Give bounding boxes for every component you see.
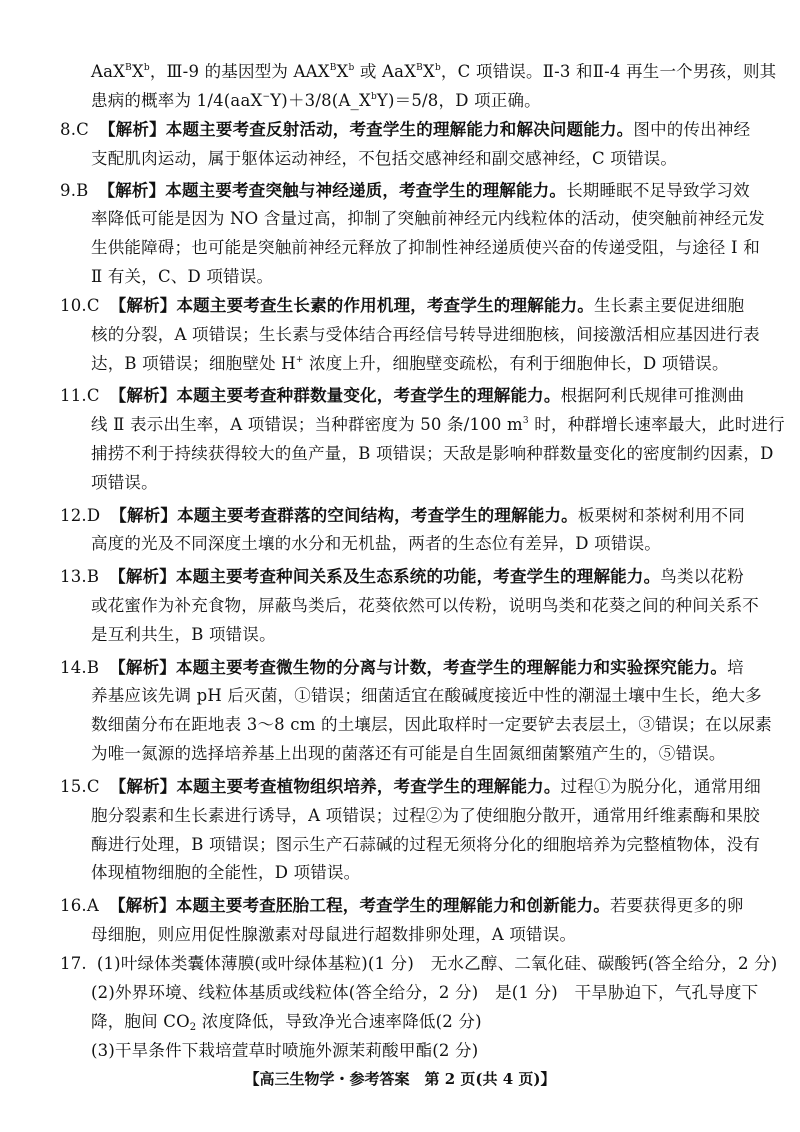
text-line bbox=[91, 89, 541, 113]
text-run: ，C 项错误。Ⅱ-3 和Ⅱ-4 再生一个男孩，则其 bbox=[440, 62, 777, 81]
text-run: 鸟类以花粉 bbox=[660, 567, 744, 586]
text-line bbox=[60, 656, 744, 680]
question-number: 14.B bbox=[60, 658, 100, 677]
question-number: 11.C bbox=[60, 386, 100, 405]
text-line bbox=[91, 684, 762, 708]
text-run: 浓度降低，导致净光合速率降低(2 分) bbox=[196, 1012, 482, 1031]
text-run: 根据阿利氏规律可推测曲 bbox=[560, 386, 745, 405]
text-line bbox=[91, 923, 576, 947]
text-run: 患病的概率为 1/4(aaX bbox=[91, 91, 263, 110]
text-run: 酶进行处理，B 项错误；图示生产石蒜碱的过程无须将分化的细胞培养为完整植物体，没有 bbox=[91, 835, 761, 854]
text-run: Ⅱ 有关，C、D 项错误。 bbox=[91, 267, 274, 286]
text-run: (2)外界环境、线粒体基质或线粒体(答全给分，2 分) 是(1 分) 干旱胁迫下，气孔导度下 bbox=[91, 983, 759, 1002]
superscript: B bbox=[416, 63, 423, 73]
text-line bbox=[60, 504, 745, 528]
text-run: 高度的光及不同深度土壤的水分和无机盐，两者的生态位有差异，D 项错误。 bbox=[91, 534, 661, 553]
question-number: 17. bbox=[60, 954, 87, 973]
question-number: 16.A bbox=[60, 896, 99, 915]
text-line bbox=[60, 565, 744, 589]
text-run: 板栗树和茶树利用不同 bbox=[577, 506, 745, 525]
text-run: 【解析】本题主要考查胚胎工程，考查学生的理解能力和创新能力。 bbox=[108, 896, 610, 915]
text-run: 【解析】本题主要考查植物组织培养，考查学生的理解能力。 bbox=[109, 777, 561, 796]
text-run: 或 AaX bbox=[354, 62, 417, 81]
text-run: 图中的传出神经 bbox=[633, 120, 751, 139]
question-number: 8.C bbox=[60, 120, 89, 139]
text-line bbox=[91, 1039, 478, 1063]
text-line bbox=[91, 413, 785, 437]
text-run: 【解析】本题主要考查种间关系及生态系统的功能，考查学生的理解能力。 bbox=[109, 567, 661, 586]
text-line bbox=[91, 207, 765, 231]
text-line bbox=[91, 442, 774, 466]
text-line bbox=[91, 623, 276, 647]
question-number: 13.B bbox=[60, 567, 100, 586]
text-run: 时，种群增长速率最大，此时进行 bbox=[528, 415, 785, 434]
text-run: 母细胞，则应用促性腺激素对母鼠进行超数排卵处理，A 项错误。 bbox=[91, 925, 577, 944]
page-footer: 【高三生物学・参考答案 第 2 页(共 4 页)】 bbox=[244, 1070, 556, 1088]
superscript: b bbox=[348, 63, 355, 73]
text-run: X bbox=[336, 62, 349, 81]
text-line bbox=[91, 265, 273, 289]
text-line bbox=[91, 861, 360, 885]
text-run: Y)＋3/8(A_X bbox=[270, 91, 371, 110]
text-line bbox=[91, 147, 677, 171]
superscript: B bbox=[125, 63, 132, 73]
subscript: 2 bbox=[189, 1022, 197, 1033]
text-run: 浓度上升，细胞壁变疏松，有利于细胞伸长，D 项错误。 bbox=[303, 354, 729, 373]
text-run: 过程①为脱分化，通常用细 bbox=[560, 777, 761, 796]
superscript: + bbox=[295, 355, 304, 365]
text-run: ，Ⅲ-9 的基因型为 AAX bbox=[149, 62, 330, 81]
text-line bbox=[91, 471, 158, 495]
text-run: 培 bbox=[727, 658, 744, 677]
text-run: 为唯一氮源的选择培养基上出现的菌落还有可能是自生固氮细菌繁殖产生的，⑤错误。 bbox=[91, 744, 726, 763]
text-run: 或花蜜作为补充食物，屏蔽鸟类后，花葵依然可以传粉，说明鸟类和花葵之间的种间关系不 bbox=[91, 596, 759, 615]
text-run: (1)叶绿体类囊体薄膜(或叶绿体基粒)(1 分) 无水乙醇、二氧化硅、碳酸钙(答全给分，2 分) bbox=[96, 954, 778, 973]
text-run: 数细菌分布在距地表 3～8 cm 的土壤层，因此取样时一定要铲去表层土，③错误；在以尿素 bbox=[91, 715, 772, 734]
text-line bbox=[91, 1010, 482, 1034]
text-run: Y)＝5/8，D 项正确。 bbox=[376, 91, 541, 110]
superscript: b bbox=[434, 63, 441, 73]
text-run: 线 Ⅱ 表示出生率，A 项错误；当种群密度为 50 条/100 m bbox=[91, 415, 523, 434]
text-run: (3)干旱条件下栽培萱草时喷施外源茉莉酸甲酯(2 分) bbox=[91, 1041, 479, 1060]
superscript: B bbox=[329, 63, 337, 73]
text-run: 率降低可能是因为 NO 含量过高，抑制了突触前神经元内线粒体的活动，使突触前神经元发 bbox=[91, 209, 765, 228]
text-line bbox=[91, 742, 726, 766]
text-line bbox=[91, 981, 758, 1005]
text-line bbox=[60, 775, 761, 799]
text-line bbox=[91, 236, 760, 260]
text-line bbox=[60, 384, 744, 408]
text-run: 达，B 项错误；细胞壁处 H bbox=[91, 354, 296, 373]
text-run: X bbox=[423, 62, 435, 81]
question-number: 9.B bbox=[60, 181, 89, 200]
text-run: 支配肌肉运动，属于躯体运动神经，不包括交感神经和副交感神经，C 项错误。 bbox=[91, 149, 678, 168]
text-line bbox=[91, 60, 776, 84]
text-line bbox=[91, 323, 760, 347]
text-run: 生供能障碍；也可能是突触前神经元释放了抑制性神经递质使兴奋的传递受阻，与途径 Ⅰ 和 bbox=[91, 238, 760, 257]
text-line bbox=[91, 532, 661, 556]
text-run: 体现植物细胞的全能性，D 项错误。 bbox=[91, 863, 361, 882]
text-run: 【解析】本题主要考查种群数量变化，考查学生的理解能力。 bbox=[109, 386, 561, 405]
text-run: AaX bbox=[91, 62, 126, 81]
text-line bbox=[60, 894, 744, 918]
text-run: 项错误。 bbox=[91, 473, 158, 492]
question-number: 12.D bbox=[60, 506, 101, 525]
text-run: 养基应该先调 pH 后灭菌，①错误；细菌适宜在酸碱度接近中性的潮湿土壤中生长，绝大多 bbox=[91, 686, 762, 705]
text-run: 【解析】本题主要考查群落的空间结构，考查学生的理解能力。 bbox=[110, 506, 578, 525]
text-line bbox=[91, 713, 772, 737]
text-run: 捕捞不利于持续获得较大的鱼产量，B 项错误；天敌是影响种群数量变化的密度制约因素，D bbox=[91, 444, 774, 463]
text-line bbox=[91, 352, 729, 376]
text-run: 【解析】本题主要考查突触与神经递质，考查学生的理解能力。 bbox=[98, 181, 567, 200]
text-line bbox=[91, 833, 760, 857]
text-run: 核的分裂，A 项错误；生长素与受体结合再经信号转导进细胞核，间接激活相应基因进行表 bbox=[91, 325, 760, 344]
superscript: 3 bbox=[522, 416, 529, 426]
text-run: 生长素主要促进细胞 bbox=[593, 296, 745, 315]
text-line bbox=[91, 594, 759, 618]
text-line bbox=[60, 952, 777, 976]
text-line bbox=[60, 118, 750, 142]
text-run: 【解析】本题主要考查生长素的作用机理，考查学生的理解能力。 bbox=[109, 296, 594, 315]
text-run: 是互利共生，B 项错误。 bbox=[91, 625, 276, 644]
text-run: X bbox=[131, 62, 144, 81]
question-number: 10.C bbox=[60, 296, 100, 315]
question-number: 15.C bbox=[60, 777, 100, 796]
text-line bbox=[60, 294, 744, 318]
superscript: b bbox=[143, 63, 150, 73]
text-run: 若要获得更多的卵 bbox=[609, 896, 744, 915]
text-line bbox=[91, 804, 760, 828]
text-run: 胞分裂素和生长素进行诱导，A 项错误；过程②为了使细胞分散开，通常用纤维素酶和果胶 bbox=[91, 806, 760, 825]
superscript: − bbox=[262, 92, 271, 102]
text-line bbox=[60, 179, 750, 203]
text-run: 【解析】本题主要考查微生物的分离与计数，考查学生的理解能力和实验探究能力。 bbox=[109, 658, 728, 677]
text-run: 【解析】本题主要考查反射活动，考查学生的理解能力和解决问题能力。 bbox=[98, 120, 634, 139]
text-run: 长期睡眠不足导致学习效 bbox=[566, 181, 750, 200]
superscript: b bbox=[370, 92, 377, 102]
text-run: 降，胞间 CO bbox=[91, 1012, 190, 1031]
